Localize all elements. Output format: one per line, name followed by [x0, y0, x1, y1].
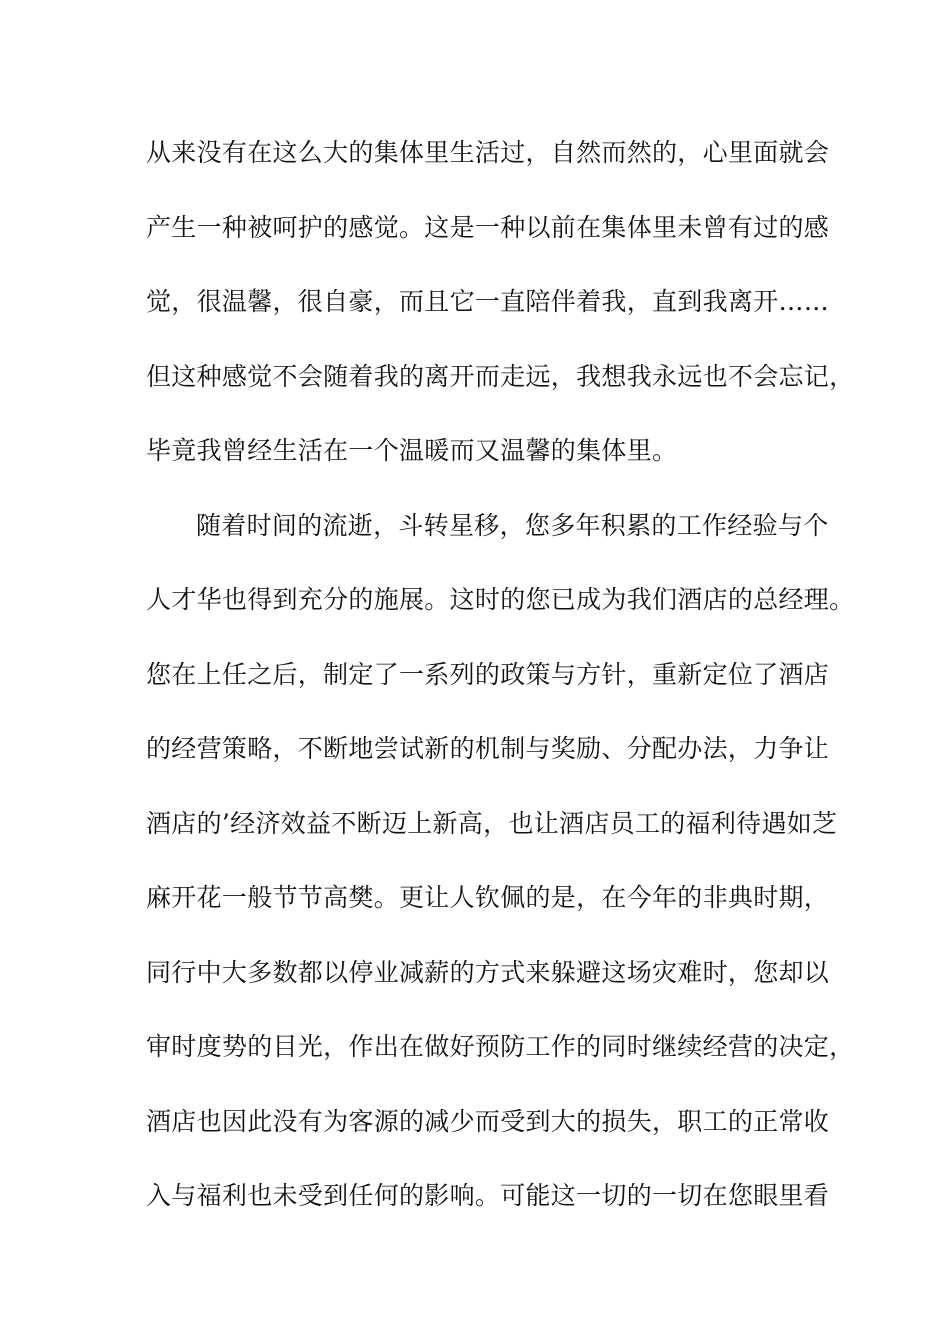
text-line: 的经营策略，不断地尝试新的机制与奖励、分配办法，力争让: [146, 734, 830, 763]
text-line: 但这种感觉不会随着我的离开而走远，我想我永远也不会忘记，: [146, 361, 855, 391]
body-text: [146, 128, 855, 1246]
text-line: 同行中大多数都以停业减薪的方式来躲避这场灾难时，您却以: [146, 957, 830, 987]
text-line: 觉，很温馨，很自豪，而且它一直陪伴着我，直到我离开……: [146, 287, 830, 316]
text-line: 您在上任之后，制定了一系列的政策与方针，重新定位了酒店: [146, 659, 830, 689]
text-line: 入与福利也未受到任何的影响。可能这一切的一切在您眼里看: [146, 1181, 830, 1210]
paragraph-start-line: 随着时间的流逝，斗转星移，您多年积累的工作经验与个: [196, 510, 829, 540]
text-line: 从来没有在这么大的集体里生活过，自然而然的，心里面就会: [146, 138, 830, 167]
text-line: 酒店也因此没有为客源的减少而受到大的损失，职工的正常收: [146, 1106, 830, 1136]
text-line: 审时度势的目光，作出在做好预防工作的同时继续经营的决定，: [146, 1032, 855, 1061]
text-line: 酒店的’经济效益不断迈上新高，也让酒店员工的福利待遇如芝: [146, 808, 838, 838]
text-line: 人才华也得到充分的施展。这时的您已成为我们酒店的总经理。: [146, 585, 855, 614]
text-line: 产生一种被呵护的感觉。这是一种以前在集体里未曾有过的感: [146, 212, 830, 242]
text-line: 麻开花一般节节高樊。更让人钦佩的是，在今年的非典时期，: [146, 883, 830, 912]
text-line: 毕竟我曾经生活在一个温暖而又温馨的集体里。: [146, 436, 678, 465]
